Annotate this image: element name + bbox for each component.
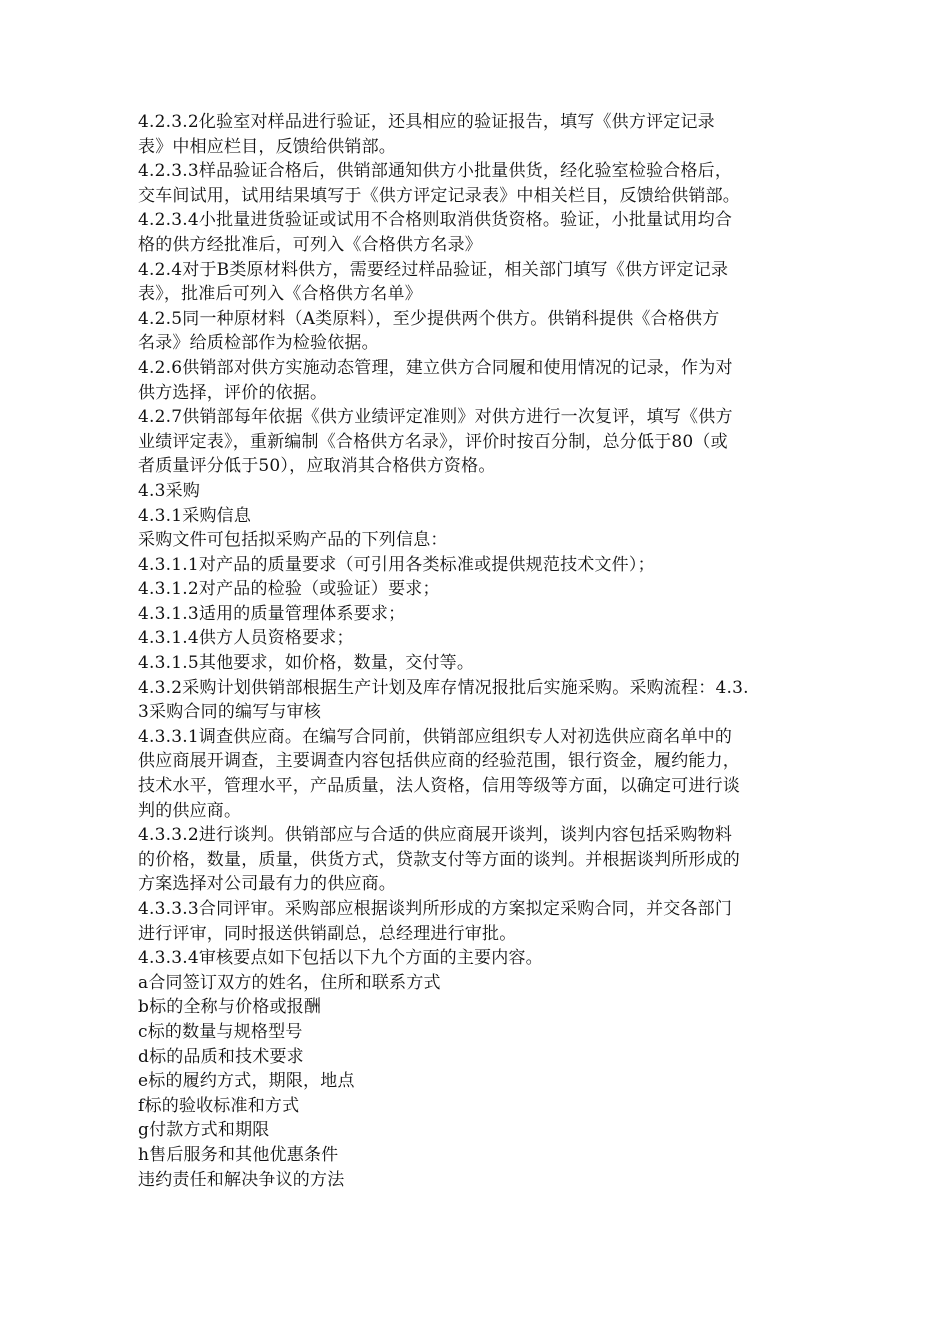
text-line: 4.3.3.3合同评审。采购部应根据谈判所形成的方案拟定采购合同，并交各部门 [138, 899, 733, 919]
text-line: 表》，批准后可列入《合格供方名单》 [138, 284, 422, 305]
text-line: 4.2.7供销部每年依据《供方业绩评定准则》对供方进行一次复评，填写《供方 [138, 407, 733, 428]
text-line: 技术水平，管理水平，产品质量，法人资格，信用等级等方面，以确定可进行谈 [138, 776, 740, 797]
text-line: 4.3.1.3适用的质量管理体系要求； [138, 603, 406, 624]
text-line: 进行评审，同时报送供销副总，总经理进行审批。 [138, 923, 517, 944]
text-line: 供应商展开调查，主要调查内容包括供应商的经验范围，银行资金，履约能力， [138, 751, 740, 772]
text-line: 4.3.1.5其他要求，如价格，数量，交付等。 [138, 653, 475, 674]
text-line: 4.2.3.3样品验证合格后，供销部通知供方小批量供货，经化验室检验合格后， [138, 161, 733, 182]
text-line: 4.3.2采购计划供销部根据生产计划及库存情况报批后实施采购。采购流程：4.3. [138, 677, 749, 698]
text-line: 4.3.1.1对产品的质量要求（可引用各类标准或提供规范技术文件）； [138, 554, 655, 575]
text-line: 采购文件可包括拟采购产品的下列信息： [138, 530, 448, 551]
text-line: 方案选择对公司最有力的供应商。 [138, 874, 396, 895]
text-line: 4.3.3.4审核要点如下包括以下九个方面的主要内容。 [138, 948, 543, 969]
text-line: 4.3.1.2对产品的检验（或验证）要求； [138, 579, 440, 600]
text-line: 4.2.4对于B类原材料供方，需要经过样品验证，相关部门填写《供方评定记录 [138, 259, 729, 280]
text-line: 业绩评定表》，重新编制《合格供方名录》，评价时按百分制，总分低于80（或 [138, 431, 728, 452]
list-item: c标的数量与规格型号 [138, 1021, 303, 1042]
text-line: 表》中相应栏目，反馈给供销部。 [138, 136, 396, 157]
list-item: a合同签订双方的姓名，住所和联系方式 [138, 972, 441, 993]
text-line: 3采购合同的编写与审核 [138, 702, 322, 723]
list-item: g付款方式和期限 [138, 1120, 270, 1141]
section-heading: 4.3采购 [138, 480, 201, 501]
document-body [138, 110, 828, 1192]
text-line: 供方选择，评价的依据。 [138, 382, 328, 403]
list-item: f标的验收标准和方式 [138, 1095, 300, 1116]
text-line: 判的供应商。 [138, 800, 242, 821]
list-item: d标的品质和技术要求 [138, 1046, 304, 1067]
text-line: 4.2.6供销部对供方实施动态管理，建立供方合同履和使用情况的记录，作为对 [138, 357, 733, 378]
text-line: 4.3.3.1调查供应商。在编写合同前，供销部应组织专人对初选供应商名单中的 [138, 726, 733, 747]
list-item: 违约责任和解决争议的方法 [138, 1169, 345, 1190]
list-item: h售后服务和其他优惠条件 [138, 1144, 339, 1165]
text-line: 名录》给质检部作为检验依据。 [138, 333, 379, 354]
list-item: b标的全称与价格或报酬 [138, 997, 322, 1018]
text-line: 4.3.3.2进行谈判。供销部应与合适的供应商展开谈判，谈判内容包括采购物料 [138, 825, 733, 846]
text-line: 4.2.3.2化验室对样品进行验证，还具相应的验证报告，填写《供方评定记录 [138, 112, 715, 132]
text-line: 的价格，数量，质量，供货方式，贷款支付等方面的谈判。并根据谈判所形成的 [138, 849, 740, 870]
text-line: 4.3.1.4供方人员资格要求； [138, 628, 354, 649]
text-line: 交车间试用，试用结果填写于《供方评定记录表》中相关栏目，反馈给供销部。 [138, 185, 740, 206]
subsection-heading: 4.3.1采购信息 [138, 505, 252, 526]
text-line: 者质量评分低于50），应取消其合格供方资格。 [138, 456, 496, 477]
text-line: 4.2.3.4小批量进货验证或试用不合格则取消供货资格。验证，小批量试用均合 [138, 210, 733, 231]
text-line: 4.2.5同一种原材料（A类原料），至少提供两个供方。供销科提供《合格供方 [138, 308, 720, 329]
list-item: e标的履约方式，期限，地点 [138, 1071, 355, 1092]
text-line: 格的供方经批准后，可列入《合格供方名录》 [138, 234, 482, 255]
